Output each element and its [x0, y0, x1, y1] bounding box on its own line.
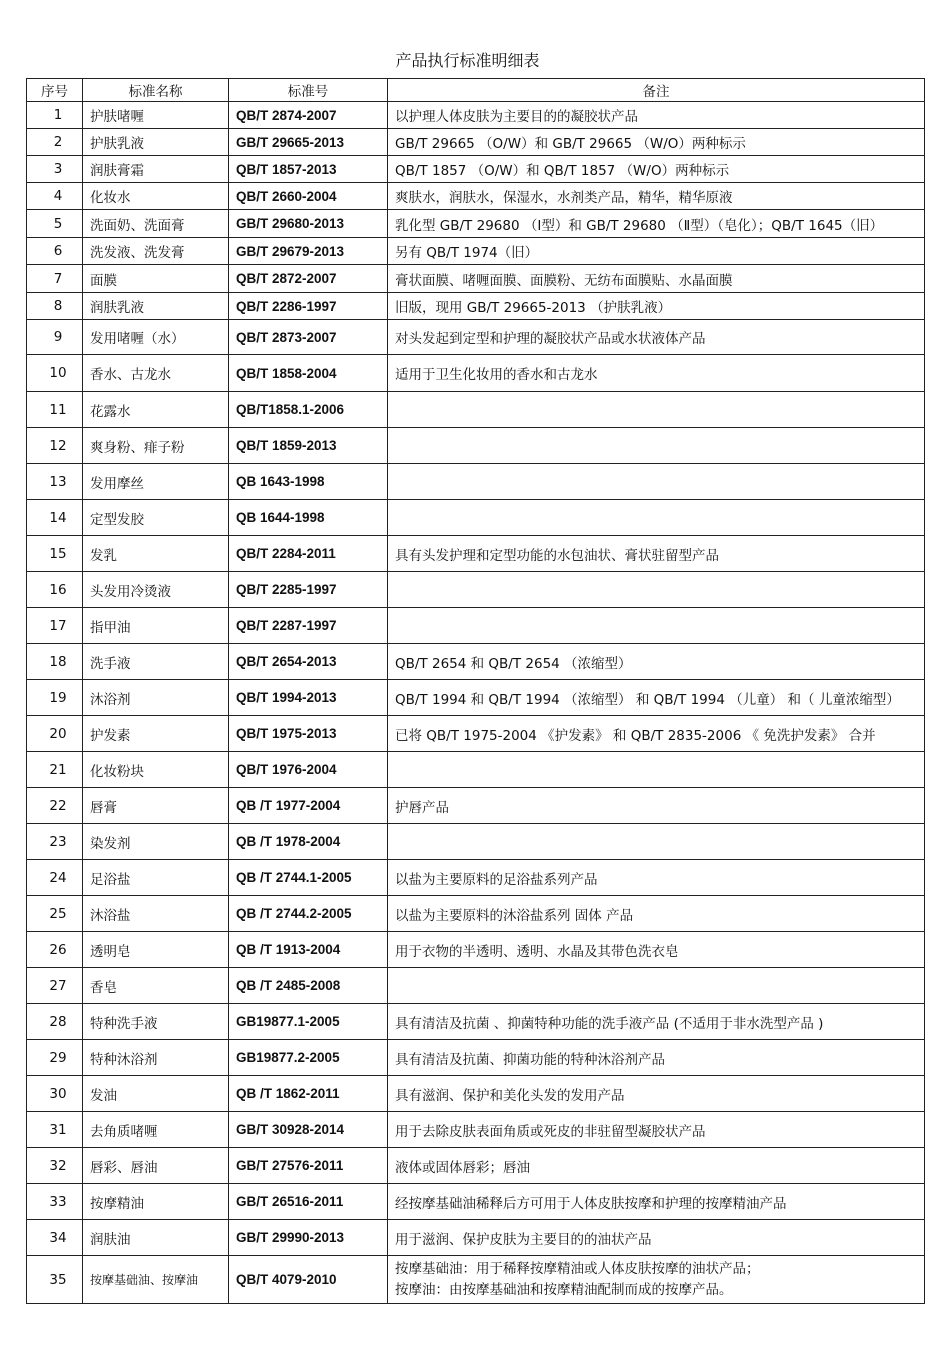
standard-code: GB19877.1-2005 [229, 1004, 388, 1040]
table-header-row [27, 79, 925, 102]
table-row [27, 860, 925, 896]
standard-code: GB/T 29680-2013 [229, 210, 388, 238]
standard-code: GB/T 29679-2013 [229, 238, 388, 265]
header-no: 序号 [27, 79, 83, 102]
standard-name: 按摩精油 [83, 1184, 229, 1220]
remark: 对头发起到定型和护理的凝胶状产品或水状液体产品 [388, 320, 925, 355]
standard-code: QB/T 2286-1997 [229, 293, 388, 320]
row-number: 3 [27, 156, 83, 183]
row-number: 1 [27, 102, 83, 129]
standard-code: QB/T 1859-2013 [229, 428, 388, 464]
standard-code: QB/T 2284-2011 [229, 536, 388, 572]
standard-code: QB /T 2485-2008 [229, 968, 388, 1004]
standard-name: 头发用冷烫液 [83, 572, 229, 608]
standard-code: GB/T 29665-2013 [229, 129, 388, 156]
row-number: 21 [27, 752, 83, 788]
standard-name: 面膜 [83, 265, 229, 293]
standard-code: QB/T 2287-1997 [229, 608, 388, 644]
table-row [27, 293, 925, 320]
remark: 以护理人体皮肤为主要目的的凝胶状产品 [388, 102, 925, 129]
table-row [27, 265, 925, 293]
row-number: 29 [27, 1040, 83, 1076]
standard-code: QB/T 2872-2007 [229, 265, 388, 293]
row-number: 9 [27, 320, 83, 355]
standard-name: 花露水 [83, 392, 229, 428]
header-name: 标准名称 [83, 79, 229, 102]
table-row [27, 1004, 925, 1040]
table-row [27, 932, 925, 968]
remark: 乳化型 GB/T 29680 （Ⅰ型）和 GB/T 29680 （Ⅱ型）（皂化）；QB/T 1645（旧） [388, 210, 925, 238]
table-row [27, 238, 925, 265]
standard-name: 去角质啫喱 [83, 1112, 229, 1148]
standard-name: 化妆水 [83, 183, 229, 210]
standard-name: 足浴盐 [83, 860, 229, 896]
standard-name: 香皂 [83, 968, 229, 1004]
remark: 已将 QB/T 1975-2004 《护发素》 和 QB/T 2835-2006 《 免洗护发素》 合并 [388, 716, 925, 752]
row-number: 27 [27, 968, 83, 1004]
remark: 按摩基础油：用于稀释按摩精油或人体皮肤按摩的油状产品； 按摩油：由按摩基础油和按摩精油配制而成的按摩产品。 [388, 1256, 925, 1304]
standard-name: 护肤啫喱 [83, 102, 229, 129]
standard-name: 唇彩、唇油 [83, 1148, 229, 1184]
remark [388, 500, 925, 536]
standard-name: 化妆粉块 [83, 752, 229, 788]
standard-code: QB /T 1977-2004 [229, 788, 388, 824]
standard-code: QB 1643-1998 [229, 464, 388, 500]
standard-code: QB/T 2654-2013 [229, 644, 388, 680]
remark: 具有滋润、保护和美化头发的发用产品 [388, 1076, 925, 1112]
row-number: 11 [27, 392, 83, 428]
remark: 经按摩基础油稀释后方可用于人体皮肤按摩和护理的按摩精油产品 [388, 1184, 925, 1220]
table-row [27, 500, 925, 536]
page-title: 产品执行标准明细表 [395, 51, 540, 70]
row-number: 2 [27, 129, 83, 156]
row-number: 35 [27, 1256, 83, 1304]
row-number: 31 [27, 1112, 83, 1148]
remark: 用于去除皮肤表面角质或死皮的非驻留型凝胶状产品 [388, 1112, 925, 1148]
table-row [27, 1112, 925, 1148]
standard-code: QB/T 1975-2013 [229, 716, 388, 752]
table-row [27, 464, 925, 500]
standard-code: QB/T 4079-2010 [229, 1256, 388, 1304]
row-number: 6 [27, 238, 83, 265]
table-row [27, 644, 925, 680]
table-row [27, 320, 925, 355]
remark: 具有清洁及抗菌 、抑菌特种功能的洗手液产品 (不适用于非水洗型产品 ) [388, 1004, 925, 1040]
standard-code: GB/T 29990-2013 [229, 1220, 388, 1256]
row-number: 17 [27, 608, 83, 644]
standard-name: 爽身粉、痱子粉 [83, 428, 229, 464]
row-number: 15 [27, 536, 83, 572]
table-row [27, 1148, 925, 1184]
standard-name: 按摩基础油、按摩油 [83, 1256, 229, 1304]
standard-name: 洗发液、洗发膏 [83, 238, 229, 265]
standard-name: 发油 [83, 1076, 229, 1112]
standard-code: GB19877.2-2005 [229, 1040, 388, 1076]
remark: 液体或固体唇彩；唇油 [388, 1148, 925, 1184]
standard-code: QB /T 2744.2-2005 [229, 896, 388, 932]
remark [388, 572, 925, 608]
standard-code: QB /T 1862-2011 [229, 1076, 388, 1112]
standards-table [26, 78, 925, 1304]
row-number: 34 [27, 1220, 83, 1256]
remark: 另有 QB/T 1974（旧） [388, 238, 925, 265]
standard-name: 特种沐浴剂 [83, 1040, 229, 1076]
table-row [27, 428, 925, 464]
remark [388, 608, 925, 644]
header-note: 备注 [388, 79, 925, 102]
standard-code: QB /T 2744.1-2005 [229, 860, 388, 896]
remark: 以盐为主要原料的足浴盐系列产品 [388, 860, 925, 896]
remark: 具有清洁及抗菌、抑菌功能的特种沐浴剂产品 [388, 1040, 925, 1076]
row-number: 32 [27, 1148, 83, 1184]
table-row [27, 824, 925, 860]
standard-code: GB/T 30928-2014 [229, 1112, 388, 1148]
remark: 爽肤水，润肤水，保湿水，水剂类产品，精华，精华原液 [388, 183, 925, 210]
table-row [27, 716, 925, 752]
standard-code: GB/T 27576-2011 [229, 1148, 388, 1184]
table-row [27, 392, 925, 428]
table-row [27, 355, 925, 392]
standard-code: QB /T 1978-2004 [229, 824, 388, 860]
table-row [27, 752, 925, 788]
standard-name: 护肤乳液 [83, 129, 229, 156]
remark: 膏状面膜、啫喱面膜、面膜粉、无纺布面膜贴、水晶面膜 [388, 265, 925, 293]
remark: QB/T 2654 和 QB/T 2654 （浓缩型） [388, 644, 925, 680]
standard-code: QB/T 1976-2004 [229, 752, 388, 788]
standard-code: QB /T 1913-2004 [229, 932, 388, 968]
row-number: 13 [27, 464, 83, 500]
remark [388, 428, 925, 464]
row-number: 25 [27, 896, 83, 932]
standard-name: 润肤乳液 [83, 293, 229, 320]
row-number: 10 [27, 355, 83, 392]
remark [388, 968, 925, 1004]
standard-name: 发用摩丝 [83, 464, 229, 500]
table-row [27, 680, 925, 716]
remark: 用于滋润、保护皮肤为主要目的的油状产品 [388, 1220, 925, 1256]
row-number: 23 [27, 824, 83, 860]
row-number: 22 [27, 788, 83, 824]
standard-name: 发乳 [83, 536, 229, 572]
standard-name: 唇膏 [83, 788, 229, 824]
standard-code: QB/T 2873-2007 [229, 320, 388, 355]
table-row [27, 210, 925, 238]
table-row [27, 129, 925, 156]
standard-name: 润肤膏霜 [83, 156, 229, 183]
remark: QB/T 1994 和 QB/T 1994 （浓缩型） 和 QB/T 1994 （儿童） 和（ 儿童浓缩型） [388, 680, 925, 716]
table-row [27, 608, 925, 644]
standard-name: 润肤油 [83, 1220, 229, 1256]
standard-name: 护发素 [83, 716, 229, 752]
row-number: 12 [27, 428, 83, 464]
standard-name: 洗面奶、洗面膏 [83, 210, 229, 238]
row-number: 33 [27, 1184, 83, 1220]
standard-code: QB/T 1994-2013 [229, 680, 388, 716]
table-row [27, 183, 925, 210]
row-number: 26 [27, 932, 83, 968]
remark: 旧版，现用 GB/T 29665-2013 （护肤乳液） [388, 293, 925, 320]
standard-name: 透明皂 [83, 932, 229, 968]
standard-code: QB/T 1857-2013 [229, 156, 388, 183]
row-number: 28 [27, 1004, 83, 1040]
remark [388, 824, 925, 860]
standard-name: 染发剂 [83, 824, 229, 860]
table-row [27, 1256, 925, 1304]
remark: 护唇产品 [388, 788, 925, 824]
row-number: 16 [27, 572, 83, 608]
row-number: 24 [27, 860, 83, 896]
remark [388, 392, 925, 428]
standard-name: 香水、古龙水 [83, 355, 229, 392]
table-row [27, 1220, 925, 1256]
table-row [27, 102, 925, 129]
remark: 用于衣物的半透明、透明、水晶及其带色洗衣皂 [388, 932, 925, 968]
row-number: 5 [27, 210, 83, 238]
remark [388, 464, 925, 500]
remark: 适用于卫生化妆用的香水和古龙水 [388, 355, 925, 392]
remark: QB/T 1857 （O/W）和 QB/T 1857 （W/O）两种标示 [388, 156, 925, 183]
table-row [27, 536, 925, 572]
table-row [27, 572, 925, 608]
row-number: 7 [27, 265, 83, 293]
remark: GB/T 29665 （O/W）和 GB/T 29665 （W/O）两种标示 [388, 129, 925, 156]
remark: 具有头发护理和定型功能的水包油状、膏状驻留型产品 [388, 536, 925, 572]
row-number: 14 [27, 500, 83, 536]
row-number: 4 [27, 183, 83, 210]
standard-name: 指甲油 [83, 608, 229, 644]
table-row [27, 968, 925, 1004]
standard-name: 特种洗手液 [83, 1004, 229, 1040]
standard-name: 沐浴剂 [83, 680, 229, 716]
standard-code: QB 1644-1998 [229, 500, 388, 536]
row-number: 18 [27, 644, 83, 680]
table-row [27, 1040, 925, 1076]
remark: 以盐为主要原料的沐浴盐系列 固体 产品 [388, 896, 925, 932]
standard-name: 洗手液 [83, 644, 229, 680]
row-number: 20 [27, 716, 83, 752]
standard-code: QB/T1858.1-2006 [229, 392, 388, 428]
row-number: 30 [27, 1076, 83, 1112]
remark [388, 752, 925, 788]
table-row [27, 788, 925, 824]
standard-name: 定型发胶 [83, 500, 229, 536]
standard-code: QB/T 2285-1997 [229, 572, 388, 608]
header-code: 标准号 [229, 79, 388, 102]
table-row [27, 896, 925, 932]
standard-code: GB/T 26516-2011 [229, 1184, 388, 1220]
table-row [27, 1076, 925, 1112]
standard-code: QB/T 1858-2004 [229, 355, 388, 392]
standard-name: 发用啫喱（水） [83, 320, 229, 355]
row-number: 8 [27, 293, 83, 320]
standard-code: QB/T 2660-2004 [229, 183, 388, 210]
row-number: 19 [27, 680, 83, 716]
standard-name: 沐浴盐 [83, 896, 229, 932]
table-row [27, 1184, 925, 1220]
table-row [27, 156, 925, 183]
standard-code: QB/T 2874-2007 [229, 102, 388, 129]
